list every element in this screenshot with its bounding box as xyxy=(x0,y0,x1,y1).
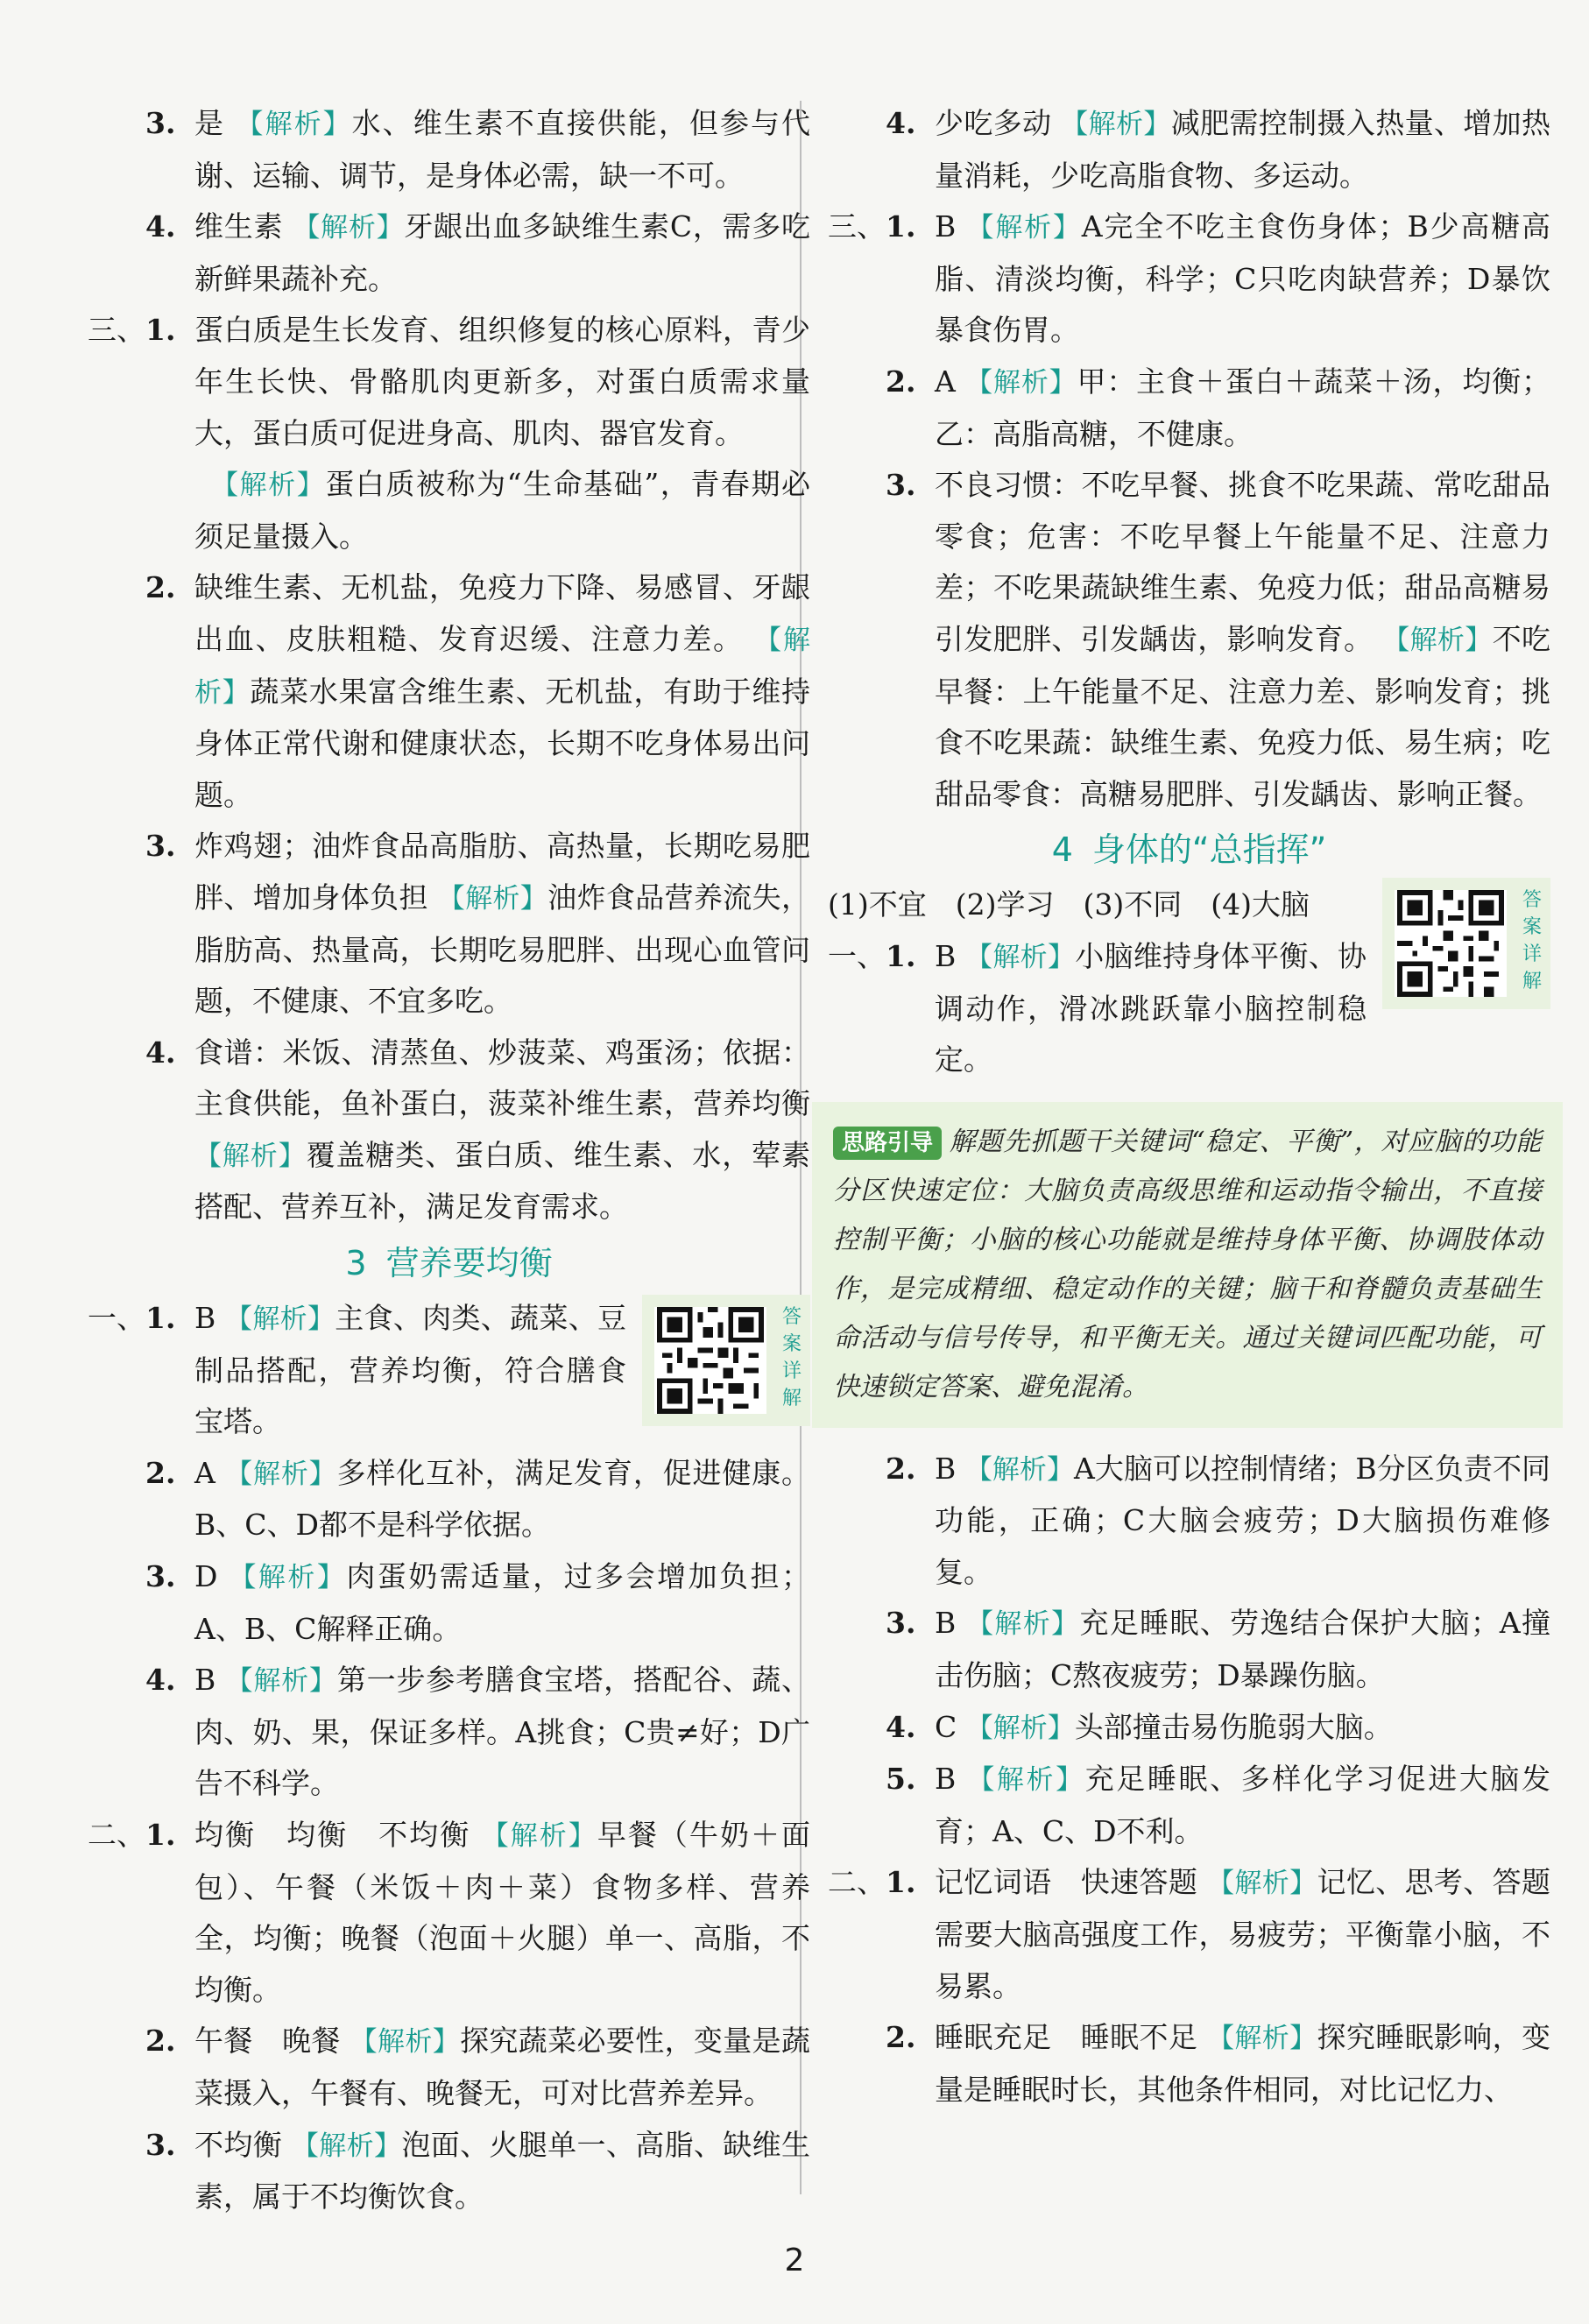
item-number: 2. xyxy=(145,2024,176,2059)
answer-text: 缺维生素、无机盐，免疫力下降、易感冒、牙龈出血、皮肤粗糙、发育迟缓、注意力差。 【解析】蔬菜水果富含维生素、无机盐，有助于维持身体正常代谢和健康状态，长期不吃身体易出问题。 xyxy=(194,570,811,812)
answer-text: 食谱：米饭、清蒸鱼、炒菠菜、鸡蛋汤；依据：主食供能，鱼补蛋白，菠菜补维生素，营养均衡 【解析】覆盖糖类、蛋白质、维生素、水，荤素搭配、营养互补，满足发育需求。 xyxy=(194,1035,811,1225)
heading-title: 身体的“总指挥” xyxy=(1091,830,1327,870)
item-number: 1. xyxy=(145,1818,176,1852)
item-number: 2. xyxy=(886,2020,916,2055)
answer-text: B 【解析】第一步参考膳食宝塔，搭配谷、蔬、肉、奶、果，保证多样。A挑食；C贵≠好；D广告不科学。 xyxy=(194,1663,810,1801)
answer-text: 睡眠充足 睡眠不足 【解析】探究睡眠影响，变量是睡眠时长，其他条件相同，对比记忆力、 xyxy=(935,2020,1551,2107)
answer-item xyxy=(88,1810,810,2016)
heading-number: 3 xyxy=(345,1244,367,1283)
section-marker: 一、 xyxy=(88,1301,145,1336)
answer-text: B 【解析】充足睡眠、多样化学习促进大脑发育；A、C、D不利。 xyxy=(935,1762,1551,1848)
answer-text: D 【解析】肉蛋奶需适量，过多会增加负担；A、B、C解释正确。 xyxy=(194,1559,811,1646)
analysis-marker: 【解析】 xyxy=(291,2130,402,2162)
answer-text: 记忆词语 快速答题 【解析】记忆、思考、答题需要大脑高强度工作，易疲劳；平衡靠小脑，不易累。 xyxy=(935,1865,1551,2003)
item-number: 3. xyxy=(886,1606,916,1641)
item-number: 4. xyxy=(886,1709,916,1744)
qr-code-icon[interactable] xyxy=(654,1307,766,1414)
answer-text: 【解析】蛋白质被称为“生命基础”，青春期必须足量摄入。 xyxy=(194,467,811,554)
item-number: 3. xyxy=(145,829,176,864)
answer-item xyxy=(88,305,810,459)
answer-text: A 【解析】甲：主食＋蛋白＋蔬菜＋汤，均衡；乙：高脂高糖，不健康。 xyxy=(935,364,1551,451)
answer-item xyxy=(88,2016,810,2119)
answer-text: B 【解析】充足睡眠、劳逸结合保护大脑；A撞击伤脑；C熬夜疲劳；D暴躁伤脑。 xyxy=(935,1606,1550,1693)
section-marker: 三、 xyxy=(828,209,886,244)
answer-text: 均衡 均衡 不均衡 【解析】早餐（牛奶＋面包）、午餐（米饭＋肉＋菜）食物多样、营养全，均衡；晚餐（泡面＋火腿）单一、高脂，不均衡。 xyxy=(194,1818,811,2007)
answer-item xyxy=(828,1857,1550,2012)
qr-label: 答案详解 xyxy=(1522,889,1542,993)
analysis-marker: 【解析】 xyxy=(1207,2023,1317,2055)
analysis-marker: 【解析】 xyxy=(229,1562,347,1594)
item-number: 1. xyxy=(145,1301,176,1336)
analysis-marker: 【解析】 xyxy=(225,1458,337,1490)
page-number: 2 xyxy=(784,2243,805,2278)
answer-item xyxy=(828,201,1550,357)
heading-title: 营养要均衡 xyxy=(385,1244,553,1283)
item-number: 3. xyxy=(145,106,176,140)
item-number: 3. xyxy=(145,1559,176,1594)
answer-item xyxy=(88,1448,810,1551)
item-number: 2. xyxy=(886,364,916,399)
analysis-marker: 【解析】 xyxy=(236,109,352,140)
item-number: 2. xyxy=(145,1455,176,1490)
analysis-marker: 【解析】 xyxy=(481,1820,597,1852)
answer-item xyxy=(828,357,1550,460)
answer-item xyxy=(88,1655,810,1810)
answer-text: 午餐 晚餐 【解析】探究蔬菜必要性，变量是蔬菜摄入，午餐有、晚餐无，可对比营养差异。 xyxy=(194,2024,811,2110)
section-heading xyxy=(828,822,1550,878)
item-number: 4. xyxy=(145,1035,176,1070)
answer-text: B 【解析】小脑维持身体平衡、协调动作，滑冰跳跃靠小脑控制稳定。 xyxy=(935,938,1367,1077)
right-column xyxy=(828,98,1550,2116)
left-column xyxy=(88,98,810,2223)
analysis-marker: 【解析】 xyxy=(967,1764,1085,1797)
answer-item xyxy=(88,201,810,305)
section-marker: 一、 xyxy=(828,938,886,973)
answer-text: B 【解析】主食、肉类、蔬菜、豆制品搭配，营养均衡，符合膳食宝塔。 xyxy=(194,1301,626,1439)
answer-item xyxy=(88,2120,810,2223)
section-marker: 三、 xyxy=(88,313,145,348)
answer-text: C 【解析】头部撞击易伤脆弱大脑。 xyxy=(935,1709,1393,1744)
answer-item xyxy=(828,1754,1550,1857)
answer-item xyxy=(828,460,1550,820)
answer-item xyxy=(828,1702,1550,1755)
analysis-marker: 【解析】 xyxy=(966,212,1082,244)
analysis-marker: 【解析】 xyxy=(965,366,1077,399)
analysis-marker: 【解析】 xyxy=(194,1140,307,1172)
answer-item xyxy=(828,1444,1550,1599)
thinking-guide-box xyxy=(812,1102,1563,1428)
section-marker: 二、 xyxy=(88,1818,145,1852)
answer-item xyxy=(88,1551,810,1655)
answer-text: 不均衡 【解析】泡面、火腿单一、高脂、缺维生素，属于不均衡饮食。 xyxy=(194,2127,811,2215)
item-number: 1. xyxy=(886,1865,916,1900)
answer-text: B 【解析】A大脑可以控制情绪；B分区负责不同功能，正确；C大脑会疲劳；D大脑损伤难修复。 xyxy=(935,1451,1550,1589)
analysis-marker: 【解析】 xyxy=(966,1608,1080,1641)
qr-code-box[interactable] xyxy=(642,1295,810,1426)
analysis-marker: 【解析】 xyxy=(293,212,405,244)
item-number: 3. xyxy=(886,468,916,503)
answer-item xyxy=(828,2012,1550,2116)
item-number: 4. xyxy=(145,1663,176,1698)
item-number: 4. xyxy=(145,209,176,244)
answer-item xyxy=(88,1293,810,1448)
analysis-marker: 【解析】 xyxy=(1382,624,1493,656)
analysis-marker: 【解析】 xyxy=(437,882,548,915)
answer-item xyxy=(828,98,1550,201)
item-number: 3. xyxy=(145,2127,176,2162)
answer-item xyxy=(828,1598,1550,1701)
item-number: 1. xyxy=(145,313,176,348)
answer-text: 少吃多动 【解析】减肥需控制摄入热量、增加热量消耗，少吃高脂食物、多运动。 xyxy=(935,106,1551,193)
analysis-marker: 【解析】 xyxy=(225,1665,337,1698)
item-number: 2. xyxy=(886,1451,916,1486)
answer-text: 炸鸡翅；油炸食品高脂肪、高热量，长期吃易肥胖、增加身体负担 【解析】油炸食品营养流失，脂肪高、热量高，长期吃易肥胖、出现心血管问题，不健康、不宜多吃。 xyxy=(194,829,811,1019)
analysis-marker: 【解析】 xyxy=(350,2026,461,2059)
answer-text: (1)不宜 (2)学习 (3)不同 (4)大脑 xyxy=(828,887,1310,922)
answer-text: 维生素 【解析】牙龈出血多缺维生素C，需多吃新鲜果蔬补充。 xyxy=(194,209,811,296)
answer-text: 不良习惯：不吃早餐、挑食不吃果蔬、常吃甜品零食；危害：不吃早餐上午能量不足、注意力差；不吃果蔬缺维生素、免疫力低；甜品高糖易引发肥胖、引发龋齿，影响发育。 【解析】不吃早餐：上午能量不足、注意力差、影响发育；挑食不吃果蔬：缺维生素、免疫力低、易生病；吃甜品零食：高糖易肥胖、引发龋齿、影响正餐。 xyxy=(935,468,1551,811)
analysis-marker: 【解析】 xyxy=(225,1303,335,1336)
item-number: 2. xyxy=(145,570,176,605)
analysis-marker: 【解析】 xyxy=(224,470,326,502)
heading-number: 4 xyxy=(1051,830,1073,870)
analysis-marker: 【解析】 xyxy=(1061,109,1171,140)
analysis-marker: 【解析】 xyxy=(965,941,1076,973)
answer-text: B 【解析】A完全不吃主食伤身体；B少高糖高脂、清淡均衡，科学；C只吃肉缺营养；D暴饮暴食伤胃。 xyxy=(935,209,1550,348)
answer-item xyxy=(88,459,810,562)
answer-item xyxy=(88,1028,810,1233)
item-number: 1. xyxy=(886,938,916,973)
analysis-marker: 【解析】 xyxy=(965,1712,1075,1744)
answer-item xyxy=(88,821,810,1027)
analysis-marker: 【解析】 xyxy=(194,624,810,709)
answer-text: 蛋白质是生长发育、组织修复的核心原料，青少年生长快、骨骼肌肉更新多，对蛋白质需求量大，蛋白质可促进身高、肌肉、器官发育。 xyxy=(194,313,810,450)
section-marker: 二、 xyxy=(828,1865,886,1900)
answer-item xyxy=(88,562,810,821)
analysis-marker: 【解析】 xyxy=(1207,1868,1317,1900)
section-heading xyxy=(88,1235,810,1291)
item-number: 4. xyxy=(886,106,916,140)
answer-text: A 【解析】多样化互补，满足发育，促进健康。B、C、D都不是科学依据。 xyxy=(194,1455,811,1543)
thinking-guide-text: 解题先抓题干关键词“稳定、平衡”，对应脑的功能分区快速定位：大脑负责高级思维和运动指令输出，不直接控制平衡；小脑的核心功能就是维持身体平衡、协调肢体动作，是完成精细、稳定动作的关键；脑干和脊髓负责基础生命活动与信号传导，和平衡无关。通过关键词匹配功能，可快速锁定答案、避免混淆。 xyxy=(833,1126,1542,1402)
thinking-guide-tag: 思路引导 xyxy=(833,1127,942,1160)
qr-label: 答案详解 xyxy=(781,1306,802,1410)
item-number: 5. xyxy=(886,1762,916,1797)
answer-item xyxy=(88,98,810,201)
analysis-marker: 【解析】 xyxy=(964,1453,1075,1486)
answer-item xyxy=(828,931,1550,1086)
item-number: 1. xyxy=(886,209,916,244)
answer-text: 是 【解析】水、维生素不直接供能，但参与代谢、运输、调节，是身体必需，缺一不可。 xyxy=(194,106,811,193)
